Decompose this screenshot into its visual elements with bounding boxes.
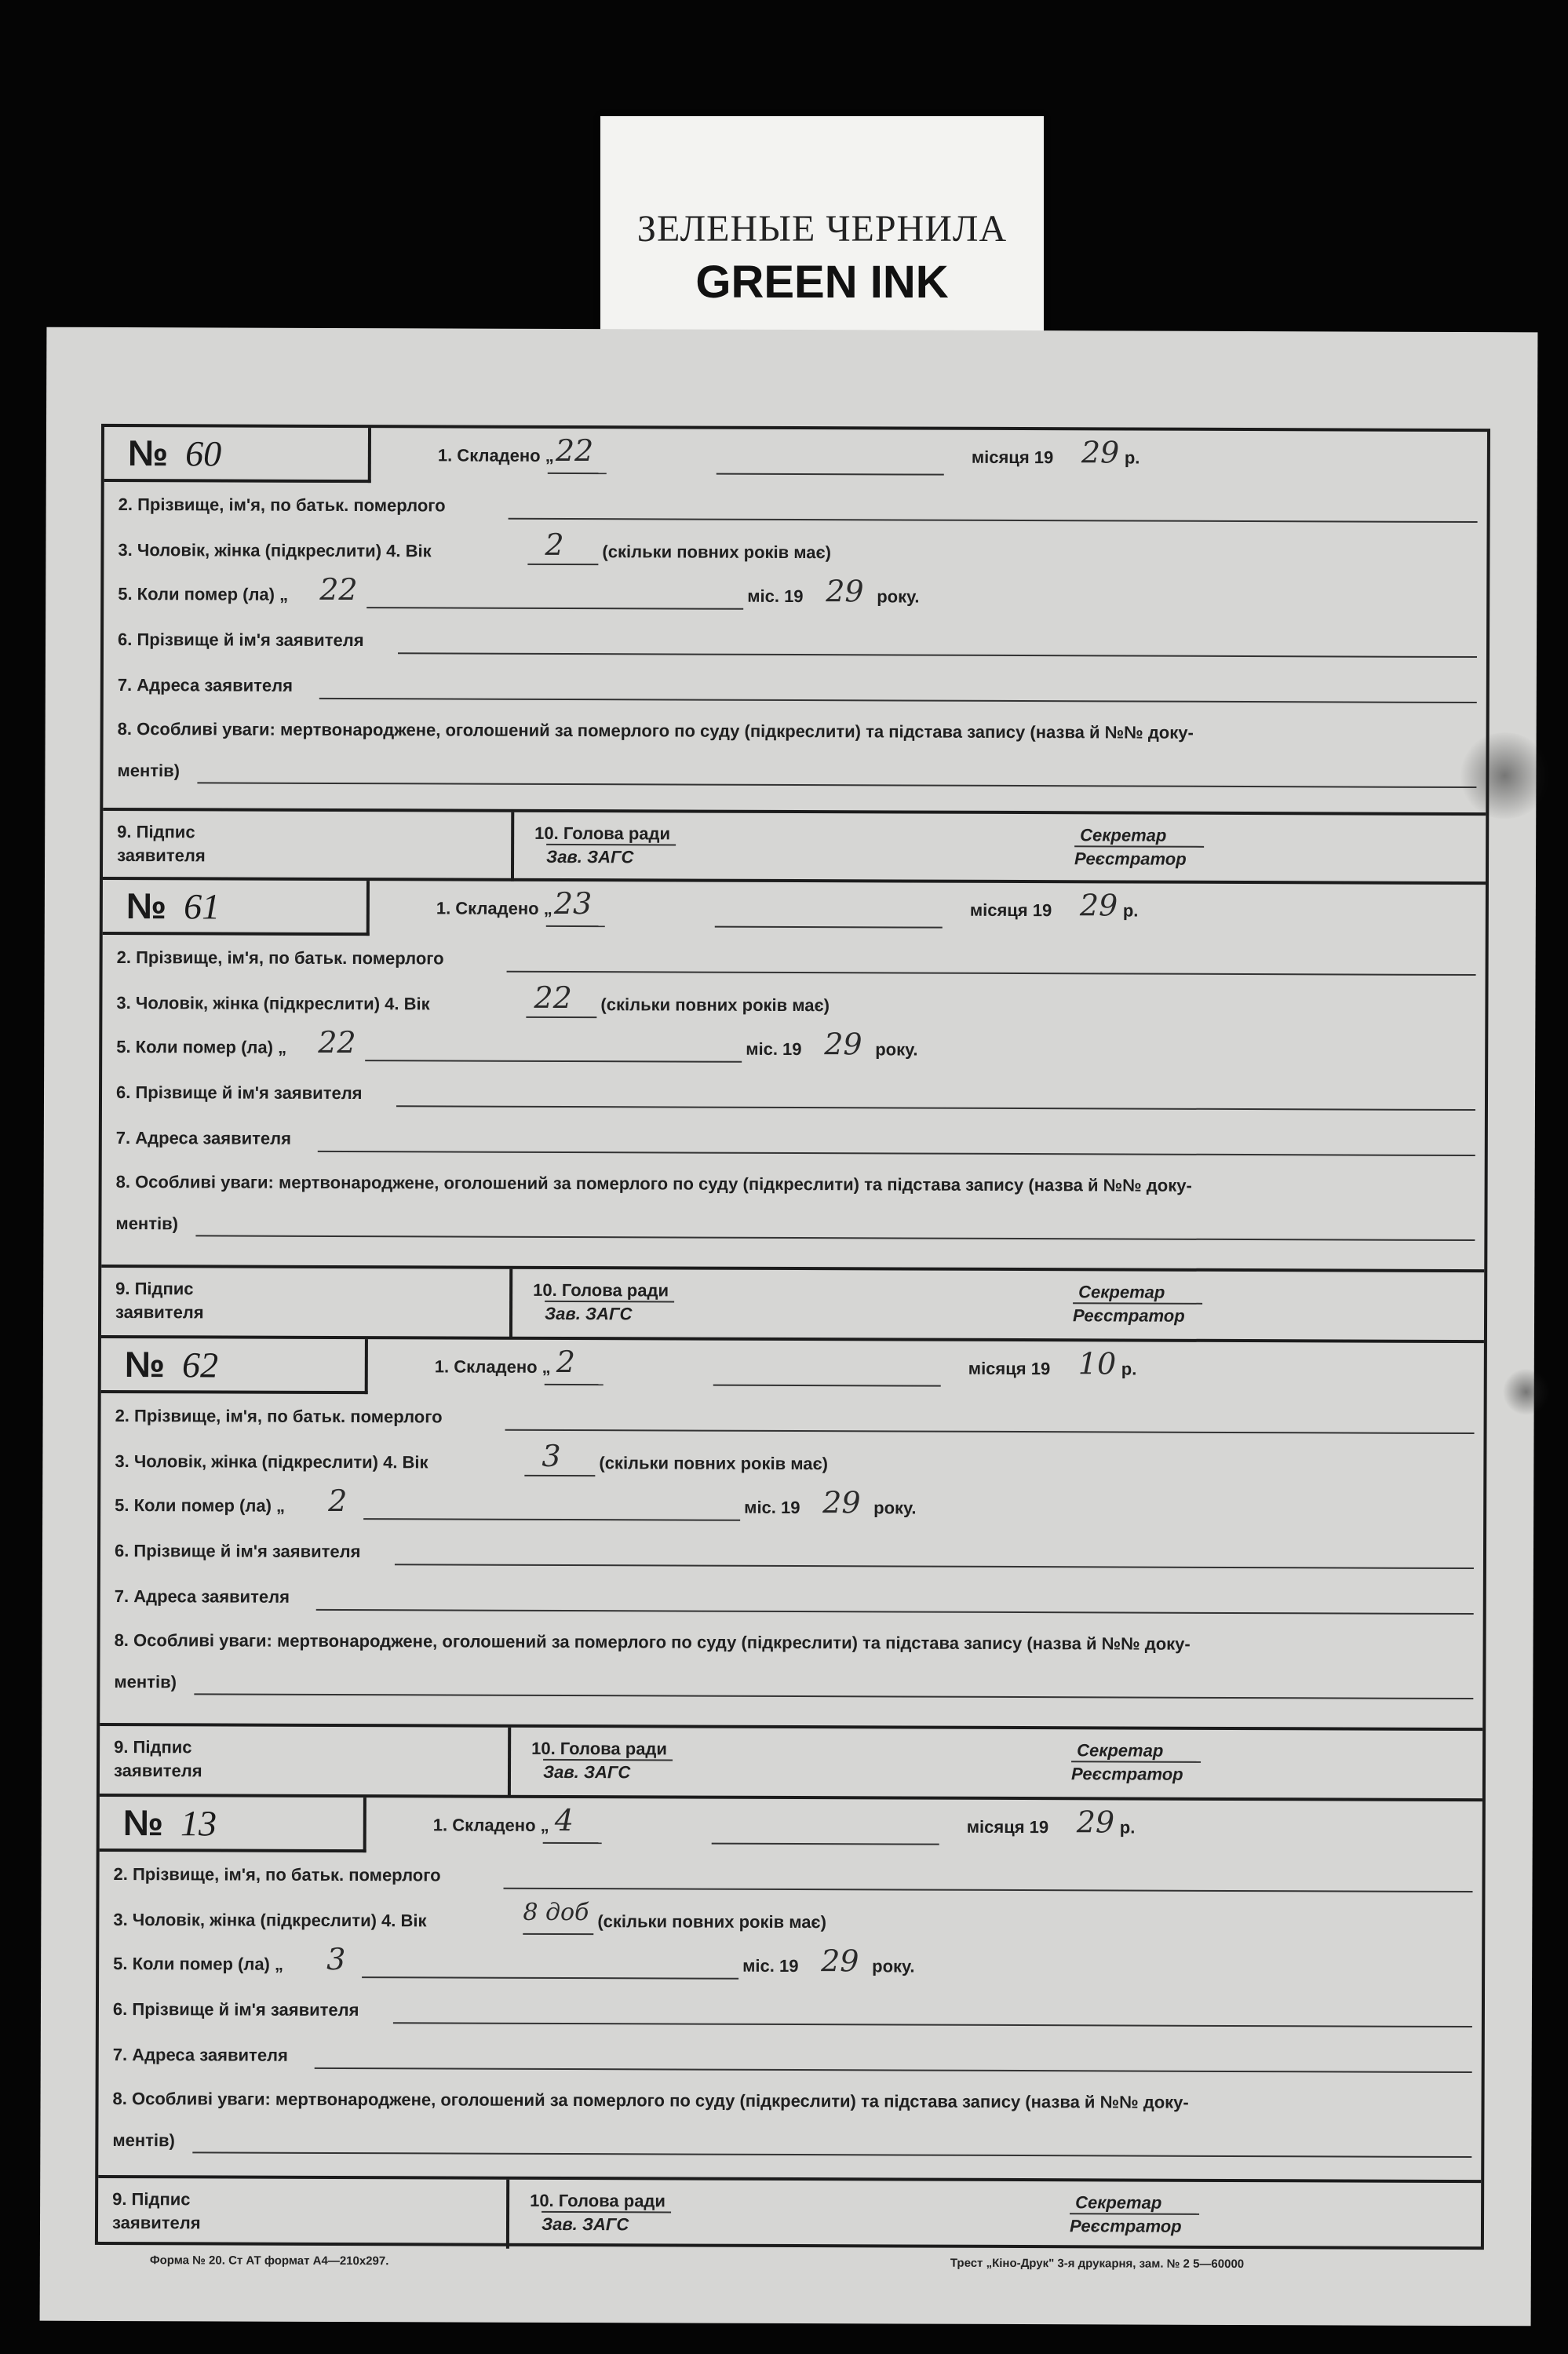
- age: 3: [542, 1438, 561, 1473]
- record-number: № 13: [100, 1797, 366, 1852]
- composed-year: 29: [1081, 435, 1120, 470]
- record-13: № 13 1. Складено „ 4 місяця 19 29 р. 2. Прізвище, ім'я, по батьк. померлого 3. Чоловік, жінка (підкреслити) 4. Вік 8 доб (скільки повних років має) 5. Коли помер (ла) „ 3 міс. 19 29 року. 6. Прізвище й ім'я заявителя 7. Адреса заявителя 8. Особливі уваги: мертвонароджене, оголошений за померлого по суду (підкреслити) та підстава запису (назва й №№ доку- ментів) 9. Підпис заявителя 10. Голова ради Зав. ЗАГС Секретар Реєстратор: [98, 1797, 1482, 2249]
- form-frame: [95, 424, 1490, 2250]
- form-footer-right: Трест „Кіно-Друк" 3-я друкарня, зам. № 2 5—60000: [950, 2256, 1245, 2272]
- record-62: № 62 1. Складено „ 2 місяця 19 10 р. 2. Прізвище, ім'я, по батьк. померлого 3. Чоловік, жінка (підкреслити) 4. Вік 3 (скільки повних років має) 5. Коли помер (ла) „ 2 міс. 19 29 року. 6. Прізвище й ім'я заявителя 7. Адреса заявителя 8. Особливі уваги: мертвонароджене, оголошений за померлого по суду (підкреслити) та підстава запису (назва й №№ доку- ментів) 9. Підпис заявителя 10. Голова ради Зав. ЗАГС Секретар Реєстратор: [100, 1338, 1484, 1798]
- signature-row: 9. Підпис заявителя 10. Голова ради Зав. ЗАГС Секретар Реєстратор: [98, 2175, 1481, 2252]
- age: 2: [545, 527, 564, 562]
- record-60: № 60 1. Складено „ 22 місяця 19 29 р. 2. Прізвище, ім'я, по батьк. померлого 3. Чоловік, жінка (підкреслити) 4. Вік 2 (скільки повних років має) 5. Коли помер (ла) „ 22 міс. 19 29 року. 6. Прізвище й ім'я заявителя 7. Адреса заявителя 8. Особливі уваги: мертвонароджене, оголошений за померлого по суду (підкреслити) та підстава запису (назва й №№ доку- ментів) 9. Підпис заявителя 10. Голова ради Зав. ЗАГС Секретар Реєстратор: [103, 427, 1487, 883]
- composed-year: 29: [1079, 888, 1118, 923]
- note-russian: ЗЕЛЕНЫЕ ЧЕРНИЛА: [636, 208, 1008, 250]
- ink-stain: [1503, 1368, 1550, 1415]
- record-number: № 60: [104, 427, 371, 483]
- form-footer-left: Форма № 20. Ст АТ формат А4—210х297.: [149, 2254, 389, 2268]
- composed-day: 23: [553, 885, 593, 922]
- death-day: 2: [328, 1483, 348, 1519]
- composed-day: 2: [556, 1344, 576, 1380]
- record-61: № 61 1. Складено „ 23 місяця 19 29 р. 2. Прізвище, ім'я, по батьк. померлого 3. Чоловік, жінка (підкреслити) 4. Вік 22 (скільки повних років має) 5. Коли помер (ла) „ 22 міс. 19 29 року. 6. Прізвище й ім'я заявителя 7. Адреса заявителя 8. Особливі уваги: мертвонароджене, оголошений за померлого по суду (підкреслити) та підстава запису (назва й №№ доку- ментів) 9. Підпис заявителя 10. Голова ради Зав. ЗАГС Секретар Реєстратор: [101, 880, 1486, 1340]
- age: 8 доб: [523, 1898, 589, 1927]
- composed-label: 1. Складено „: [437, 445, 554, 465]
- signature-row: 9. Підпис заявителя 10. Голова ради Зав. ЗАГС Секретар Реєстратор: [100, 1723, 1482, 1800]
- composed-day: 22: [555, 432, 594, 469]
- green-ink-label: [600, 116, 1044, 344]
- month-label: місяця 19: [971, 447, 1054, 468]
- death-record-sheet: [40, 327, 1538, 2327]
- signature-row: 9. Підпис заявителя 10. Голова ради Зав. ЗАГС Секретар Реєстратор: [101, 1265, 1484, 1341]
- death-day: 3: [326, 1941, 346, 1977]
- composed-year: 29: [1076, 1805, 1115, 1840]
- death-year: 29: [826, 574, 864, 609]
- death-year: 29: [822, 1485, 861, 1520]
- composed-year: 10: [1078, 1346, 1117, 1381]
- signature-row: 9. Підпис заявителя 10. Голова ради Зав. ЗАГС Секретар Реєстратор: [103, 808, 1486, 885]
- composed-day: 4: [554, 1802, 574, 1838]
- record-number: № 62: [101, 1338, 368, 1394]
- death-year: 29: [821, 1943, 859, 1979]
- age: 22: [534, 980, 572, 1016]
- record-number: № 61: [103, 880, 370, 936]
- note-english: GREEN INK: [695, 257, 949, 308]
- death-year: 29: [824, 1027, 862, 1062]
- death-day: 22: [319, 571, 358, 608]
- death-day: 22: [318, 1024, 356, 1060]
